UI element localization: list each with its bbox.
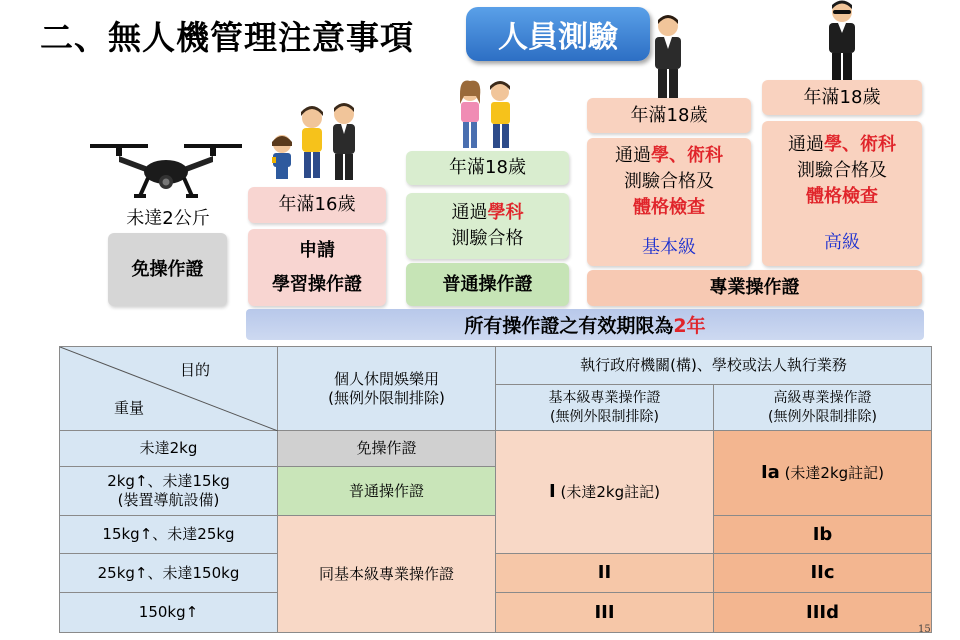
apply-label: 申請: [299, 239, 335, 261]
personal-use-label: 個人休閒娛樂用: [333, 369, 439, 388]
basic-pro-header: [496, 385, 714, 431]
age-18-box-basic: 年滿18歲: [587, 98, 751, 133]
weight-header-label: 重量: [114, 399, 145, 417]
basic-pass-line3: 體格檢查: [633, 197, 705, 218]
validity-years: 2年: [673, 315, 706, 337]
personal-use-header: [278, 347, 496, 431]
weight-row-2-line2: (裝置導航設備): [117, 491, 220, 509]
validity-text: 所有操作證之有效期限為: [464, 315, 674, 337]
same-basic-cell: 同基本級專業操作證: [278, 516, 496, 633]
adv-pro-sub: (無例外限制排除): [768, 408, 877, 425]
basic-level-label: 基本級: [642, 237, 696, 258]
page-title: 二、無人機管理注意事項: [40, 18, 414, 57]
learner-cert-box: [248, 229, 386, 306]
weight-row-3: 15kg↑、未達25kg: [60, 516, 278, 554]
page-number: 15: [918, 624, 931, 635]
weight-row-5: 150kg↑: [60, 593, 278, 633]
weight-row-2-line1: 2kg↑、未達15kg: [107, 472, 230, 490]
weight-label: 未達2公斤: [126, 208, 210, 229]
adv-IIId-cell: IIId: [714, 593, 932, 633]
students-icon: [266, 100, 366, 184]
normal-pass-line: 通過學科: [451, 202, 524, 223]
adv-pass-line3: 體格檢查: [806, 185, 878, 207]
age-18-box-normal: 年滿18歲: [406, 151, 569, 185]
adv-Ib-cell: Ib: [714, 516, 932, 554]
adv-pass-line: 通過學、術科: [788, 133, 896, 155]
adv-Ia-cell: Ia (未達2kg註記): [714, 431, 932, 516]
professional-cert-box: 專業操作證: [587, 270, 922, 306]
learner-cert-label: 學習操作證: [272, 273, 362, 295]
basic-pass-line: 通過學、術科: [615, 145, 723, 166]
adv-pass-line2: 測驗合格及: [797, 159, 887, 181]
age-16-box: 年滿16歲: [248, 187, 386, 223]
section-tag: 人員測驗: [466, 7, 650, 61]
basic-pro-sub: (無例外限制排除): [550, 408, 659, 425]
adv-pro-label: 高級專業操作證: [773, 389, 872, 406]
diagonal-header-cell: [60, 347, 278, 431]
drone-icon: [86, 138, 246, 202]
basic-pro-label: 基本級專業操作證: [548, 389, 661, 406]
normal-cert-box: 普通操作證: [406, 263, 569, 306]
regulation-table: [59, 346, 932, 633]
adv-IIc-cell: IIc: [714, 554, 932, 593]
basic-requirement-box: [587, 138, 751, 266]
exempt-box: 免操作證: [108, 233, 227, 306]
basic-I-cell: I (未達2kg註記): [496, 431, 714, 554]
basic-III-cell: III: [496, 593, 714, 633]
validity-banner: [246, 309, 924, 340]
normal-requirement-box: [406, 193, 569, 259]
businessman-icon: [648, 14, 688, 100]
exempt-cell: 免操作證: [278, 431, 496, 467]
weight-row-4: 25kg↑、未達150kg: [60, 554, 278, 593]
young-people-icon: [454, 78, 518, 150]
gov-use-header: 執行政府機關(構)、學校或法人執行業務: [496, 347, 932, 385]
purpose-label: 目的: [180, 361, 211, 379]
diagonal-line: [60, 347, 278, 431]
adv-pro-header: [714, 385, 932, 431]
weight-row-2: [60, 467, 278, 516]
normal-cert-cell: 普通操作證: [278, 467, 496, 516]
age-18-box-advanced: 年滿18歲: [762, 80, 922, 115]
personal-use-sub: (無例外限制排除): [328, 388, 445, 407]
basic-pass-line2: 測驗合格及: [624, 171, 714, 192]
basic-II-cell: II: [496, 554, 714, 593]
agent-icon: [822, 0, 862, 84]
normal-pass-line2: 測驗合格: [451, 228, 524, 249]
advanced-requirement-box: [762, 121, 922, 266]
weight-row-1: 未達2kg: [60, 431, 278, 467]
advanced-level-label: 高級: [824, 231, 860, 253]
